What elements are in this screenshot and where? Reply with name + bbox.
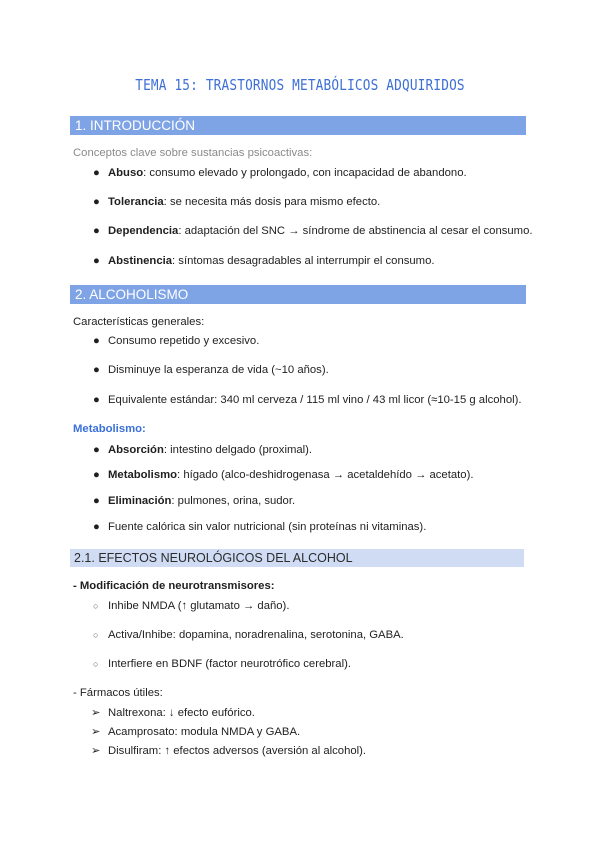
arrow-marker: ➢ (91, 707, 101, 719)
list-item: ○ Inhibe NMDA (↑ glutamato → daño). (93, 600, 290, 612)
list-item: ○ Activa/Inhibe: dopamina, noradrenalina, serotonina, GABA. (93, 629, 404, 641)
list-item: ● Tolerancia: se necesita más dosis para mismo efecto. (93, 196, 381, 208)
bullet-marker: ● (93, 225, 100, 237)
circle-marker: ○ (93, 630, 99, 640)
list-item: ● Equivalente estándar: 340 ml cerveza / 115 ml vino / 43 ml licor (≈10-15 g alcohol). (93, 394, 522, 406)
list-item: ● Disminuye la esperanza de vida (~10 años). (93, 364, 329, 376)
bullet-marker: ● (93, 364, 100, 376)
arrow-marker: ➢ (91, 726, 101, 738)
bullet-marker: ● (93, 255, 100, 267)
subsection-heading-efectos-neurologicos: 2.1. EFECTOS NEUROLÓGICOS DEL ALCOHOL (70, 549, 524, 567)
neurotransmitters-label: - Modificación de neurotransmisores: (73, 580, 275, 592)
bullet-marker: ● (93, 495, 100, 507)
list-item: ● Metabolismo: hígado (alco-deshidrogenasa → acetaldehído → acetato). (93, 469, 474, 481)
document-title: TEMA 15: TRASTORNOS METABÓLICOS ADQUIRIDOS (135, 76, 465, 94)
bullet-marker: ● (93, 469, 100, 481)
list-item: ● Eliminación: pulmones, orina, sudor. (93, 495, 296, 507)
list-item: ● Consumo repetido y excesivo. (93, 335, 260, 347)
intro-text: Conceptos clave sobre sustancias psicoactivas: (73, 147, 313, 159)
section-heading-alcoholismo: 2. ALCOHOLISMO (70, 285, 526, 304)
list-item: ● Fuente calórica sin valor nutricional (sin proteínas ni vitaminas). (93, 521, 427, 533)
list-item: ○ Interfiere en BDNF (factor neurotrófico cerebral). (93, 658, 351, 670)
list-item: ➢ Disulfiram: ↑ efectos adversos (aversión al alcohol). (91, 745, 367, 757)
list-item: ● Dependencia: adaptación del SNC → síndrome de abstinencia al cesar el consumo. (93, 225, 533, 237)
bullet-marker: ● (93, 444, 100, 456)
list-item: ➢ Acamprosato: modula NMDA y GABA. (91, 726, 301, 738)
bullet-marker: ● (93, 196, 100, 208)
circle-marker: ○ (93, 601, 99, 611)
list-item: ● Abuso: consumo elevado y prolongado, con incapacidad de abandono. (93, 167, 467, 179)
metabolism-label: Metabolismo: (73, 423, 146, 435)
general-features-label: Características generales: (73, 316, 205, 328)
bullet-marker: ● (93, 335, 100, 347)
bullet-marker: ● (93, 394, 100, 406)
list-item: ● Abstinencia: síntomas desagradables al interrumpir el consumo. (93, 255, 435, 267)
bullet-marker: ● (93, 521, 100, 533)
list-item: ➢ Naltrexona: ↓ efecto eufórico. (91, 707, 255, 719)
bullet-marker: ● (93, 167, 100, 179)
list-item: ● Absorción: intestino delgado (proximal). (93, 444, 313, 456)
circle-marker: ○ (93, 659, 99, 669)
drugs-label: - Fármacos útiles: (73, 687, 163, 699)
arrow-marker: ➢ (91, 745, 101, 757)
section-heading-introduccion: 1. INTRODUCCIÓN (70, 116, 526, 135)
